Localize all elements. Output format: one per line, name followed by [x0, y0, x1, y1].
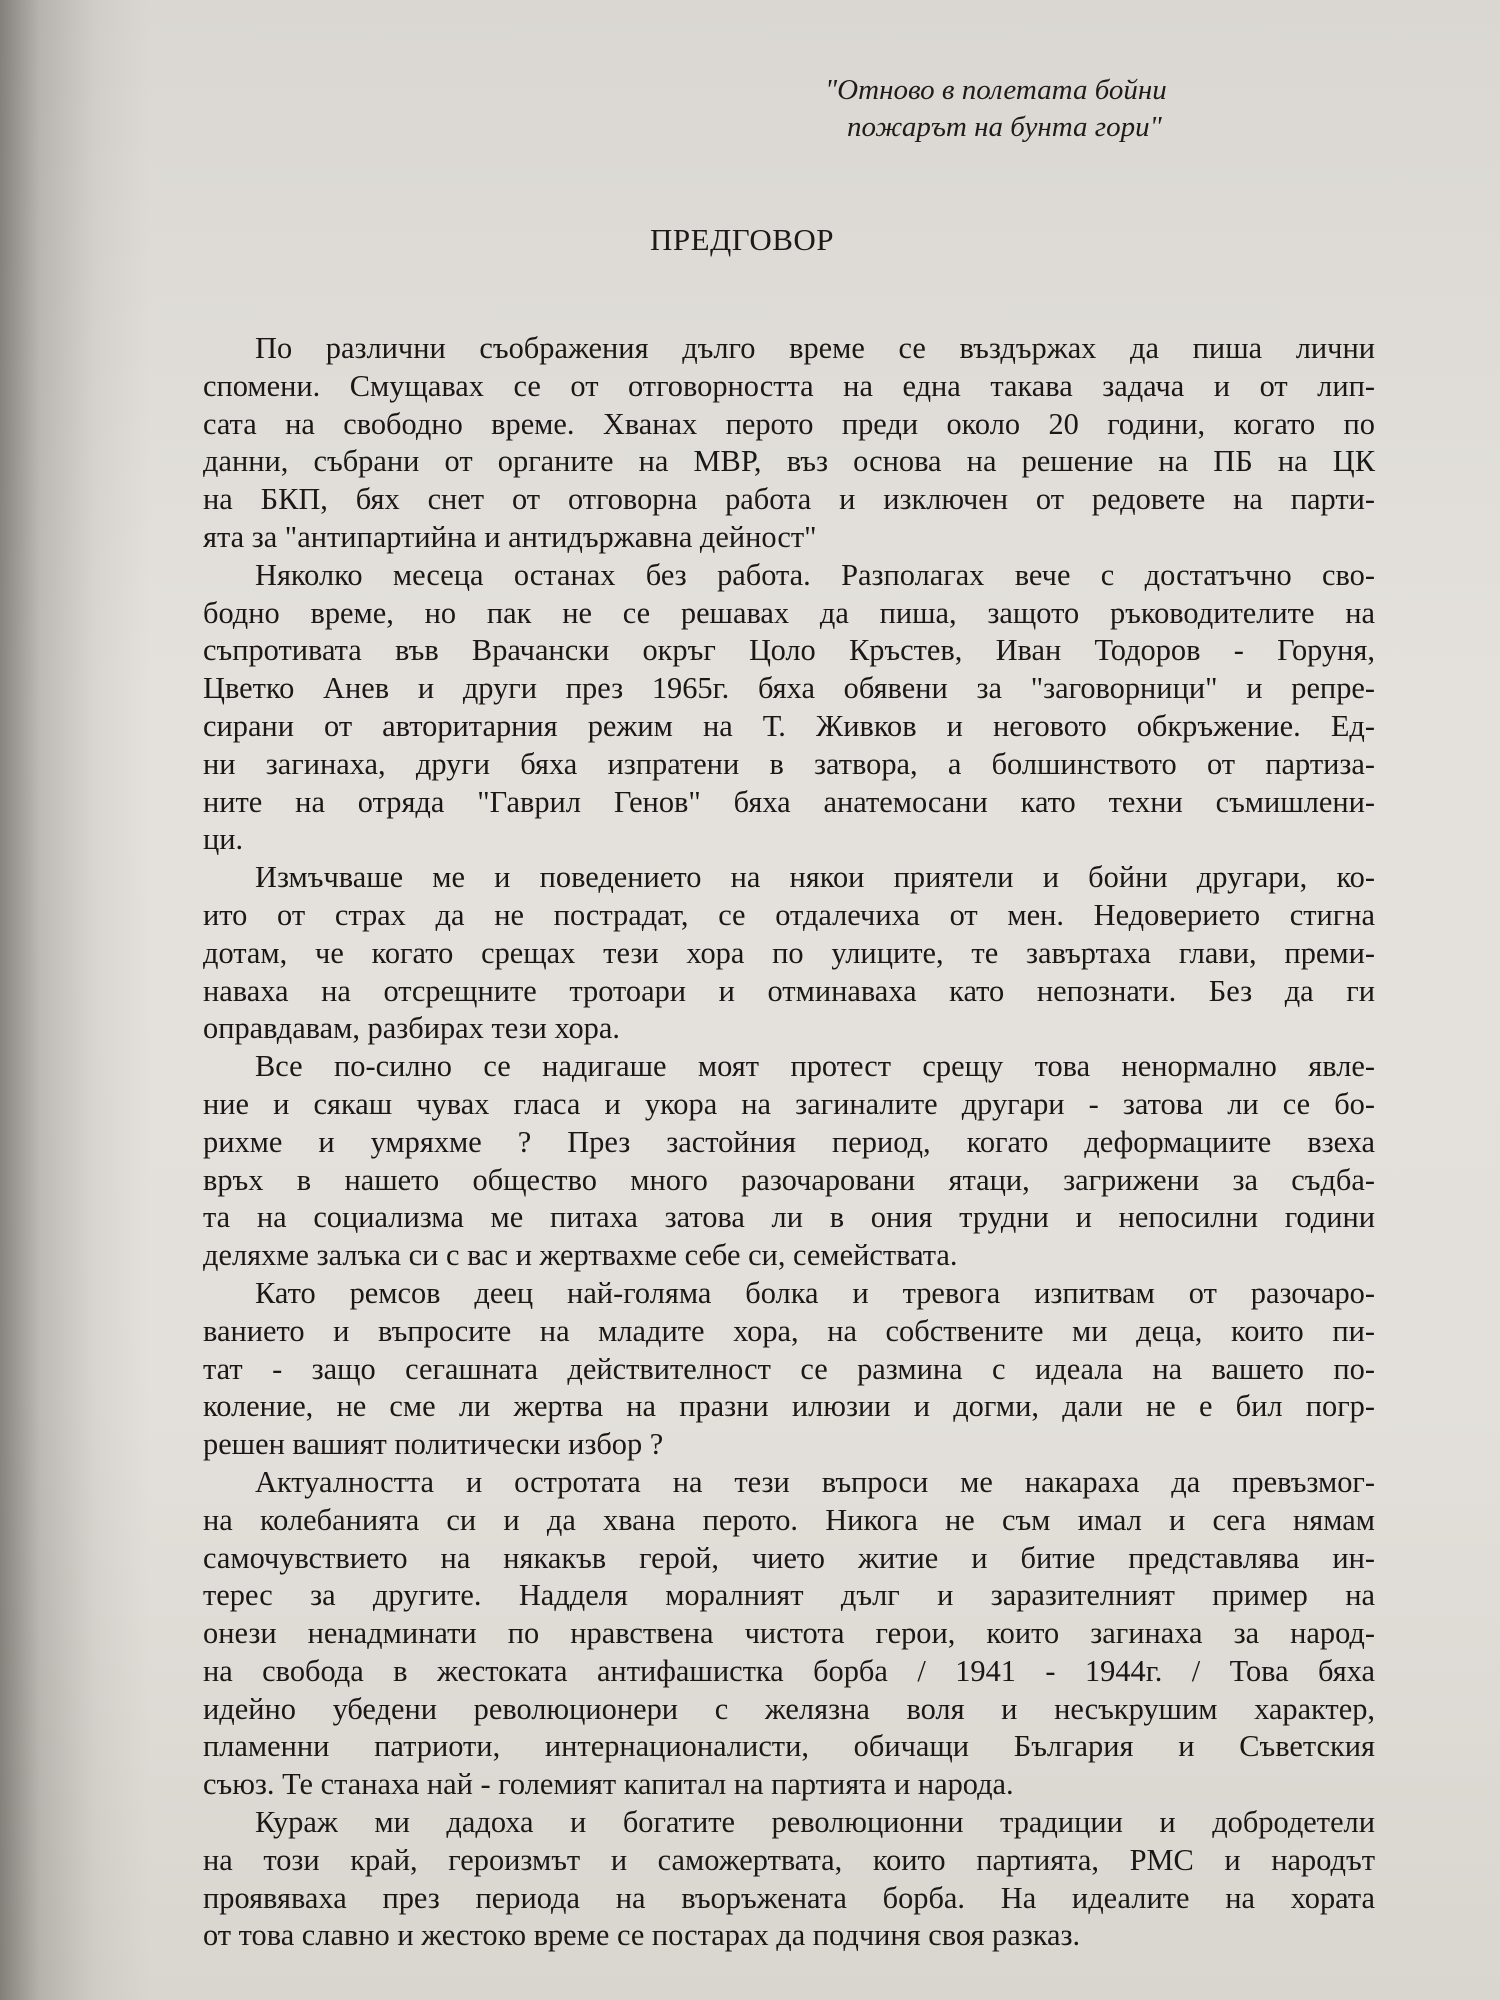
text-line: самочувствието на някакъв герой, чието житие и битие представлява ин-	[203, 1540, 1375, 1575]
text-line: тат - защо сегашната действителност се размина с идеала на вашето по-	[203, 1351, 1375, 1386]
text-line: Все по-силно се надигаше моят протест срещу това ненормално явле-	[255, 1049, 1375, 1084]
text-line: спомени. Смущавах се от отговорността на една такава задача и от лип-	[203, 368, 1375, 403]
text-line: Актуалността и остротата на тези въпроси ме накараха да превъзмог-	[255, 1464, 1375, 1499]
text-line: ните на отряда "Гаврил Генов" бяха анатемосани като техни съмишлени-	[203, 784, 1375, 819]
text-line: Като ремсов деец най-голяма болка и тревога изпитвам от разочаро-	[255, 1275, 1375, 1310]
page-title: ПРЕДГОВОР	[650, 222, 835, 257]
text-line: решен вашият политически избор ?	[203, 1427, 664, 1462]
text-line: рихме и умряхме ? През застойния период, когато деформациите взеха	[203, 1124, 1375, 1159]
text-line: ито от страх да не пострадат, се отдалечиха от мен. Недоверието стигна	[203, 897, 1375, 932]
text-line: връх в нашето общество много разочаровани ятаци, загрижени за съдба-	[203, 1162, 1375, 1197]
epigraph-line: "Отново в полетата бойни	[825, 74, 1167, 106]
text-line: дотам, че когато срещах тези хора по улиците, те завъртаха глави, преми-	[203, 935, 1375, 970]
text-line: деляхме залъка си с вас и жертвахме себе си, семействата.	[203, 1238, 958, 1273]
text-line: ци.	[203, 822, 244, 857]
text-line: съпротивата във Врачански окръг Цоло Кръстев, Иван Тодоров - Горуня,	[203, 633, 1375, 668]
epigraph	[825, 72, 1345, 146]
text-line: Измъчваше ме и поведението на някои приятели и бойни другари, ко-	[255, 860, 1375, 895]
text-line: на този край, героизмът и саможертвата, които партията, РМС и народът	[203, 1842, 1375, 1877]
text-line: та на социализма ме питаха затова ли в ония трудни и непосилни години	[203, 1200, 1375, 1235]
text-line: ята за "антипартийна и антидържавна дейност"	[203, 519, 817, 554]
text-line: сирани от авторитарния режим на Т. Живков и неговото обкръжение. Ед-	[203, 708, 1375, 743]
text-line: съюз. Те станаха най - големият капитал на партията и народа.	[203, 1767, 1014, 1802]
text-line: По различни съображения дълго време се въздържах да пиша лични	[255, 331, 1375, 365]
text-line: на БКП, бях снет от отговорна работа и изключен от редовете на парти-	[203, 482, 1375, 517]
text-line: онези ненадминати по нравствена чистота герои, които загинаха за народ-	[203, 1616, 1375, 1651]
text-line: терес за другите. Надделя моралният дълг и заразителният пример на	[203, 1578, 1375, 1613]
text-line: на свобода в жестоката антифашистка борба / 1941 - 1944г. / Това бяха	[203, 1653, 1375, 1688]
text-line: сата на свободно време. Хванах перото преди около 20 години, когато по	[203, 406, 1375, 441]
text-line: пламенни патриоти, интернационалисти, обичащи България и Съветския	[203, 1729, 1375, 1764]
text-line: данни, събрани от органите на МВР, въз основа на решение на ПБ на ЦК	[203, 444, 1375, 479]
text-line: от това славно и жестоко време се постарах да подчиня своя разказ.	[203, 1918, 1081, 1953]
text-line: Няколко месеца останах без работа. Разполагах вече с достатъчно сво-	[255, 557, 1375, 592]
text-line: Кураж ми дадоха и богатите революционни традиции и добродетели	[255, 1805, 1375, 1840]
text-line: на колебанията си и да хвана перото. Никога не съм имал и сега нямам	[203, 1502, 1375, 1537]
text-line: идейно убедени революционери с желязна воля и несъкрушим характер,	[203, 1691, 1375, 1726]
text-line: бодно време, но пак не се решавах да пиша, защото ръководителите на	[203, 595, 1375, 630]
text-line: проявяваха през периода на въоръжената борба. На идеалите на хората	[203, 1880, 1375, 1915]
body-text	[203, 330, 1375, 1955]
text-line: Цветко Анев и други през 1965г. бяха обявени за "заговорници" и репре-	[203, 671, 1375, 706]
text-line: ванието и въпросите на младите хора, на собствените ми деца, които пи-	[203, 1313, 1375, 1348]
text-line: оправдавам, разбирах тези хора.	[203, 1011, 620, 1046]
epigraph-line: пожарът на бунта гори"	[847, 111, 1162, 143]
text-line: ние и сякаш чувах гласа и укора на загиналите другари - затова ли се бо-	[203, 1086, 1375, 1121]
text-line: наваха на отсрещните тротоари и отминаваха като непознати. Без да ги	[203, 973, 1375, 1008]
text-line: коление, не сме ли жертва на празни илюзии и догми, дали не е бил погр-	[203, 1389, 1375, 1424]
text-line: ни загинаха, други бяха изпратени в затвора, а болшинството от партиза-	[203, 746, 1375, 781]
